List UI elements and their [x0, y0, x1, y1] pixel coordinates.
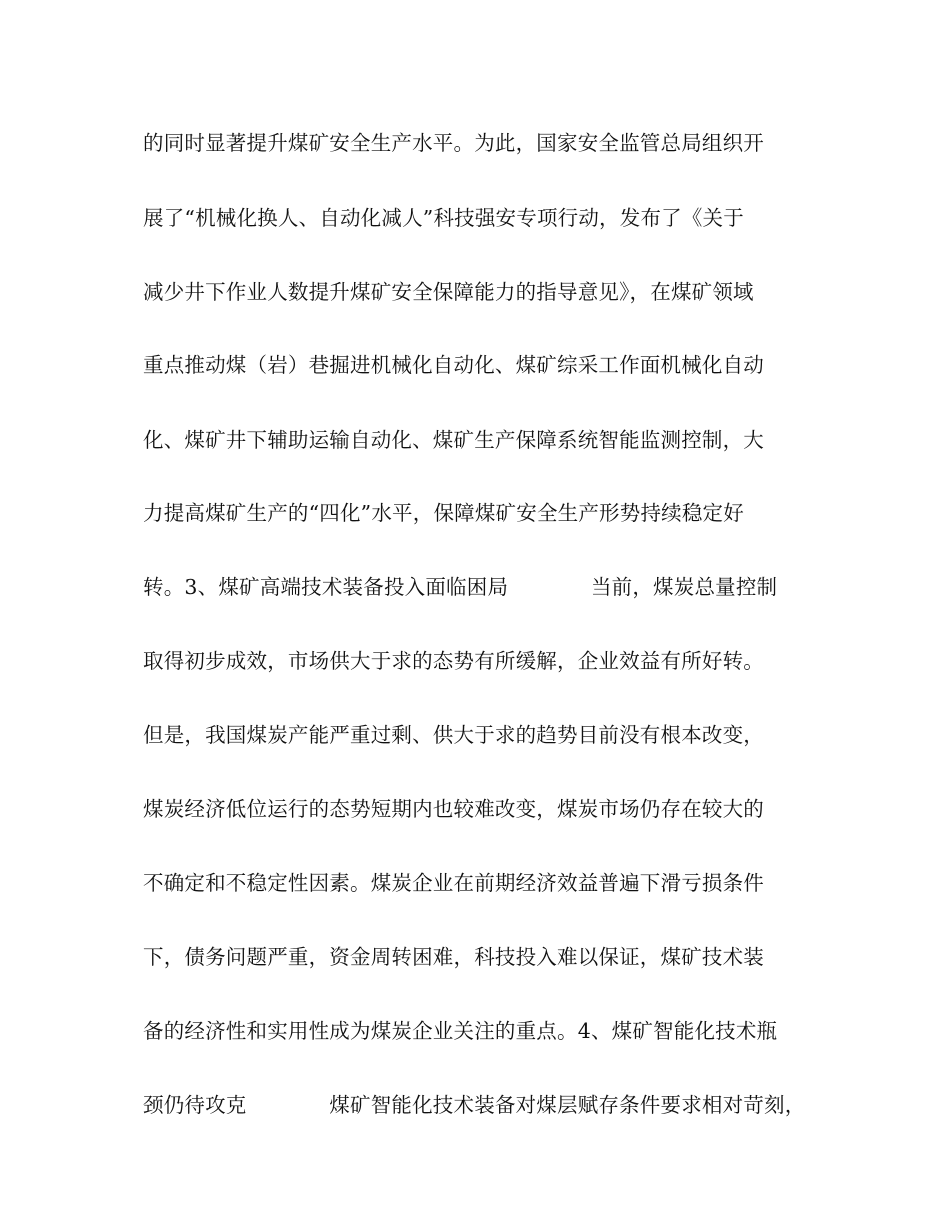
- text-line-9: 但是，我国煤炭产能严重过剩、供大于求的趋势目前没有根本改变，: [143, 723, 764, 747]
- text-line-8: 取得初步成效，市场供大于求的态势有所缓解，企业效益有所好转。: [143, 649, 764, 673]
- text-line-2: 展了“机械化换人、自动化减人”科技强安专项行动，发布了《关于: [143, 206, 744, 230]
- text-line-13: 备的经济性和实用性成为煤炭企业关注的重点。4、煤矿智能化技术瓶: [143, 1019, 778, 1043]
- text-line-3: 减少井下作业人数提升煤矿安全保障能力的指导意见》，在煤矿领域: [143, 280, 754, 304]
- text-line-12: 下，债务问题严重，资金周转困难，科技投入难以保证，煤矿技术装: [143, 945, 764, 969]
- text-line-10: 煤炭经济低位运行的态势短期内也较难改变，煤炭市场仍存在较大的: [143, 797, 764, 821]
- text-line-14: 颈仍待攻克 煤矿智能化技术装备对煤层赋存条件要求相对苛刻，: [143, 1093, 806, 1117]
- text-line-5: 化、煤矿井下辅助运输自动化、煤矿生产保障系统智能监测控制，大: [143, 428, 764, 452]
- text-line-11: 不确定和不稳定性因素。煤炭企业在前期经济效益普遍下滑亏损条件: [143, 871, 764, 895]
- text-line-4: 重点推动煤（岩）巷掘进机械化自动化、煤矿综采工作面机械化自动: [143, 353, 764, 377]
- text-line-1: 的同时显著提升煤矿安全生产水平。为此，国家安全监管总局组织开: [143, 131, 764, 155]
- text-line-7: 转。3、煤矿高端技术装备投入面临困局 当前，煤炭总量控制: [143, 575, 778, 599]
- text-line-6: 力提高煤矿生产的“四化”水平，保障煤矿安全生产形势持续稳定好: [143, 501, 744, 525]
